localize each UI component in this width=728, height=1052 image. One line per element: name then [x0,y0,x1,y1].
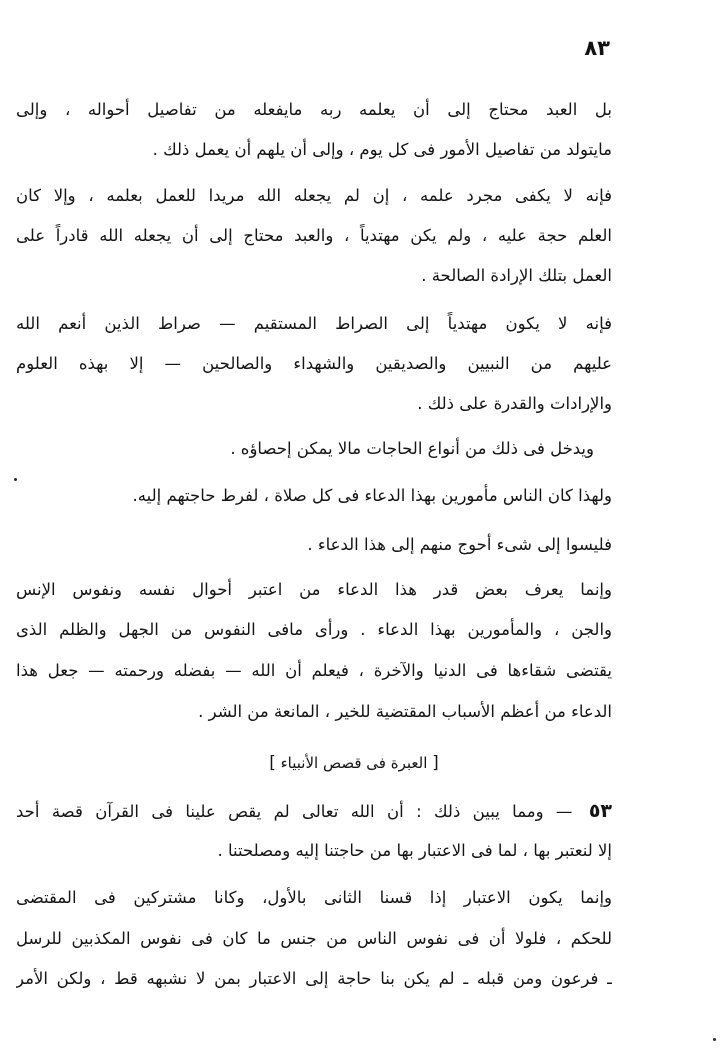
section-heading [250,749,458,777]
text-line: ويدخل فى ذلك من أنواع الحاجات مالا يمكن إحصاؤه . [230,439,594,458]
text-line: إلا لنعتبر بها ، لما فى الاعتبار بها من حاجتنا إليه ومصلحتنا . [217,841,612,860]
text-line: — ومما يبين ذلك : أن الله تعالى لم يقص علينا فى القرآن قصة أحد [16,802,573,821]
text-line: فليسوا إلى شىء أحوج منهم إلى هذا الدعاء . [307,535,612,554]
page-number: ٨٣ [584,36,610,60]
text-line: مايتولد من تفاصيل الأمور فى كل يوم ، وإلى أن يلهم أن يعمل ذلك . [152,140,612,159]
heading-close-bracket: ] [269,753,276,773]
scan-speck [14,478,17,481]
text-line: الدعاء من أعظم الأسباب المقتضية للخير ، المانعة من الشر . [198,702,612,721]
heading-text: العبرة فى قصص الأنبياء [280,754,428,772]
text-line: يقتضى شقاءها فى الدنيا والآخرة ، فيعلم أن الله — بفضله ورحمته — جعل هذا [16,661,612,680]
text-line: العلم حجة عليه ، ولم يكن مهتدياً ، والعبد محتاج إلى أن يجعله الله قادراً على [16,226,612,245]
text-line: وإنما يكون الاعتبار إذا قسنا الثانى بالأول، وكانا مشتركين فى المقتضى [16,888,612,907]
text-line: فإنه لا يكون مهتدياً إلى الصراط المستقيم — صراط الذين أنعم الله [16,314,612,333]
section-number: ٥٣ [588,800,612,822]
scan-speck [713,1038,716,1041]
text-line: وإنما يعرف بعض قدر هذا الدعاء من اعتبر أحوال نفسه ونفوس الإنس [16,580,612,599]
text-line: والجن ، والمأمورين بهذا الدعاء . ورأى مافى النفوس من الجهل والظلم الذى [16,620,612,639]
text-line: بل العبد محتاج إلى أن يعلمه ربه مايفعله من تفاصيل أحواله ، وإلى [16,100,612,119]
text-line: ـ فرعون ومن قبله ـ لم يكن بنا حاجة إلى الاعتبار بمن لا نشبهه قط ، ولكن الأمر [16,969,612,988]
text-line: العمل بتلك الإرادة الصالحة . [421,266,612,285]
section-first-line [16,796,612,826]
text-line: فإنه لا يكفى مجرد علمه ، إن لم يجعله الله مريدا للعمل بعلمه ، وإلا كان [16,186,612,205]
text-line: للحكم ، فلولا أن فى نفوس الناس من جنس ما كان فى نفوس المكذبين للرسل [16,929,612,948]
heading-open-bracket: [ [432,753,439,773]
text-line: ولهذا كان الناس مأمورين بهذا الدعاء فى كل صلاة ، لفرط حاجتهم إليه. [132,486,612,505]
text-line: عليهم من النبيين والصديقين والشهداء والصالحين — إلا بهذه العلوم [16,354,612,373]
text-line: والإرادات والقدرة على ذلك . [417,394,612,413]
